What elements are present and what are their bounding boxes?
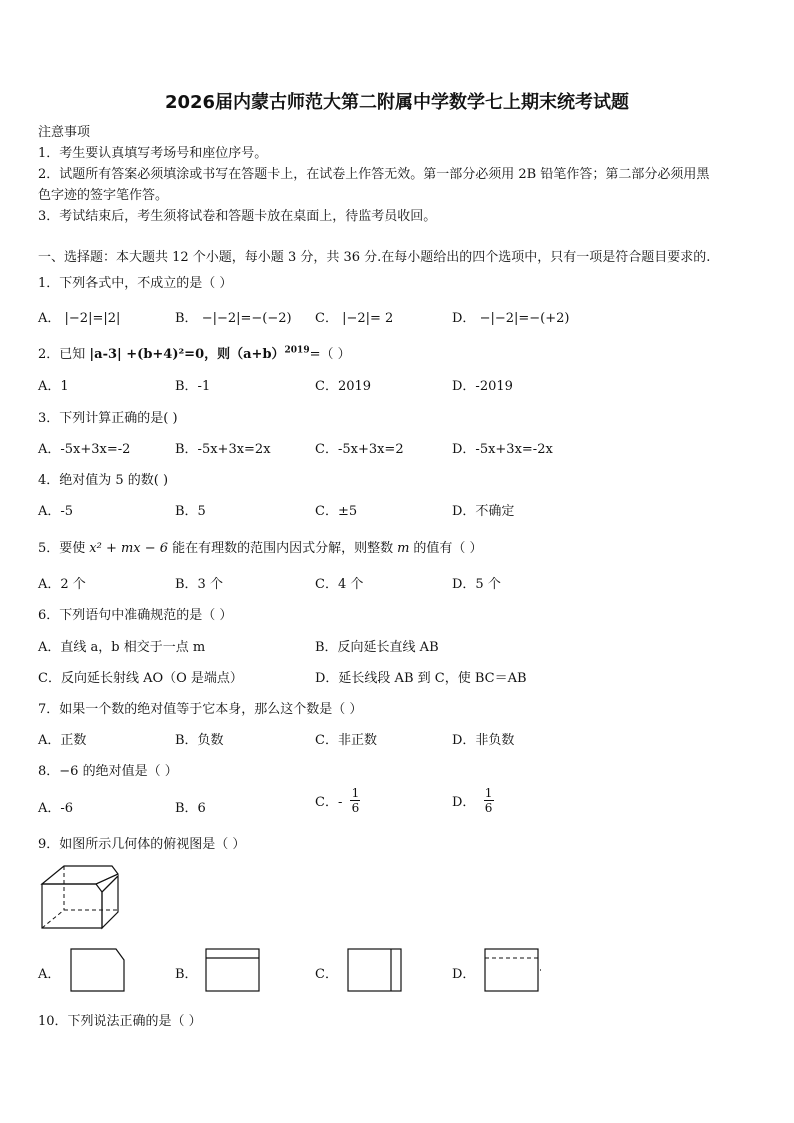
q5-option-a: A．2 个 bbox=[38, 577, 86, 592]
q8-option-c-label: C．- bbox=[315, 795, 343, 810]
q10-stem: 10．下列说法正确的是（ ） bbox=[38, 1014, 202, 1029]
q5-stem-a: 5．要使 bbox=[38, 541, 86, 556]
q2-stem-a: 2．已知 bbox=[38, 347, 86, 362]
q8-stem: 8．−6 的绝对值是（ ） bbox=[38, 764, 178, 779]
q1-option-d-expr: −|−2|=−(+2) bbox=[479, 311, 570, 326]
solid-front-face bbox=[42, 884, 102, 928]
q4-stem: 4．绝对值为 5 的数( ) bbox=[38, 473, 169, 488]
q3-option-b: B．-5x+3x=2x bbox=[175, 442, 271, 457]
page-title: 2026届内蒙古师范大第二附属中学数学七上期末统考试题 bbox=[164, 92, 630, 113]
notice-item-3: 3．考试结束后，考生须将试卷和答题卡放在桌面上，待监考员收回。 bbox=[38, 209, 437, 224]
q3-stem: 3．下列计算正确的是( ) bbox=[38, 411, 178, 426]
q8-option-d-fraction bbox=[484, 786, 494, 815]
q1-option-c-label: C． bbox=[315, 311, 338, 326]
q4-option-c: C．±5 bbox=[315, 504, 358, 519]
q1-option-a-expr: |−2|=|2| bbox=[64, 311, 121, 326]
q4-option-a: A．-5 bbox=[38, 504, 74, 519]
q1-option-b-expr: −|−2|=−(−2) bbox=[201, 311, 292, 326]
solid-right-face bbox=[102, 876, 118, 928]
top-view-a bbox=[71, 949, 124, 991]
q7-option-c: C．非正数 bbox=[315, 733, 377, 748]
q9-option-d-label: D． bbox=[452, 967, 476, 982]
q9-option-d-figure bbox=[484, 948, 544, 992]
q8-option-d-denominator: 6 bbox=[484, 801, 493, 815]
solid-hidden-edge bbox=[42, 910, 64, 928]
q7-option-b: B．负数 bbox=[175, 733, 224, 748]
q9-option-c-figure bbox=[347, 948, 403, 992]
notice-item-2: 2．试题所有答案必须填涂或书写在答题卡上，在试卷上作答无效。第一部分必须用 2B 铅笔作答；第二部分必须用黑 bbox=[38, 167, 710, 182]
q5-stem-c: 的值有（ ） bbox=[413, 541, 483, 556]
q4-option-d: D．不确定 bbox=[452, 504, 515, 519]
q8-option-d bbox=[452, 786, 494, 815]
q6-option-a: A．直线 a，b 相交于一点 m bbox=[38, 640, 206, 655]
q5-option-d: D．5 个 bbox=[452, 577, 501, 592]
q2-option-a: A．1 bbox=[38, 379, 69, 394]
q9-option-b-figure bbox=[205, 948, 261, 992]
q1-stem: 1．下列各式中，不成立的是（ ） bbox=[38, 276, 233, 291]
q7-stem: 7．如果一个数的绝对值等于它本身，那么这个数是（ ） bbox=[38, 702, 363, 717]
q9-option-a-figure bbox=[70, 948, 126, 992]
q2-option-b: B．-1 bbox=[175, 379, 211, 394]
q8-option-c bbox=[315, 786, 360, 815]
q4-option-b: B．5 bbox=[175, 504, 206, 519]
q5-stem-expr: x² + mx − 6 bbox=[89, 541, 169, 556]
notice-heading: 注意事项 bbox=[38, 125, 91, 140]
q8-option-d-label: D． bbox=[452, 795, 476, 810]
top-view-b bbox=[206, 949, 259, 991]
q2-stem-exp: 2019 bbox=[284, 345, 310, 356]
q8-option-b: B．6 bbox=[175, 801, 206, 816]
q9-option-c-label: C． bbox=[315, 967, 338, 982]
q1-option-c-expr: |−2|= 2 bbox=[342, 311, 394, 326]
q3-option-a: A．-5x+3x=-2 bbox=[38, 442, 131, 457]
q5-stem-b: 能在有理数的范围内因式分解，则整数 bbox=[172, 541, 394, 556]
q7-option-d: D．非负数 bbox=[452, 733, 515, 748]
notice-item-1: 1．考生要认真填写考场号和座位序号。 bbox=[38, 146, 268, 161]
q2-option-c: C．2019 bbox=[315, 379, 372, 394]
q8-option-c-denominator: 6 bbox=[351, 801, 360, 815]
notice-item-2-cont: 色字迹的签字笔作答。 bbox=[38, 188, 169, 203]
q5-stem bbox=[38, 537, 483, 556]
solid-top-face bbox=[42, 866, 118, 884]
top-view-d bbox=[485, 949, 538, 991]
q6-option-b: B．反向延长直线 AB bbox=[315, 640, 439, 655]
q1-option-b bbox=[175, 307, 292, 326]
q2-stem-b: |a-3| +(b+4)²=0，则（a+b） bbox=[89, 347, 285, 362]
top-view-c bbox=[348, 949, 401, 991]
q2-stem bbox=[38, 343, 351, 362]
q5-option-c: C．4 个 bbox=[315, 577, 364, 592]
q6-stem: 6．下列语句中准确规范的是（ ） bbox=[38, 608, 233, 623]
q9-solid-figure bbox=[38, 862, 122, 932]
q2-option-d: D．-2019 bbox=[452, 379, 513, 394]
q5-option-b: B．3 个 bbox=[175, 577, 223, 592]
q6-option-d: D．延长线段 AB 到 C，使 BC＝AB bbox=[315, 671, 527, 686]
q8-option-a: A．-6 bbox=[38, 801, 74, 816]
q5-stem-m: m bbox=[397, 541, 410, 556]
q2-stem-c: =（ ） bbox=[309, 347, 351, 362]
q7-option-a: A．正数 bbox=[38, 733, 87, 748]
q6-option-c: C．反向延长射线 AO（O 是端点） bbox=[38, 671, 243, 686]
q1-option-c bbox=[315, 307, 393, 326]
q8-option-c-fraction bbox=[350, 786, 360, 815]
q1-option-a bbox=[38, 307, 120, 326]
q3-option-d: D．-5x+3x=-2x bbox=[452, 442, 553, 457]
q3-option-c: C．-5x+3x=2 bbox=[315, 442, 404, 457]
q1-option-d bbox=[452, 307, 570, 326]
q9-option-b-label: B． bbox=[175, 967, 198, 982]
q9-stem: 9．如图所示几何体的俯视图是（ ） bbox=[38, 837, 246, 852]
section-heading: 一、选择题：本大题共 12 个小题，每小题 3 分，共 36 分.在每小题给出的四个选项中，只有一项是符合题目要求的. bbox=[38, 250, 711, 265]
q8-option-d-numerator: 1 bbox=[484, 786, 493, 800]
q1-option-b-label: B． bbox=[175, 311, 198, 326]
q1-option-a-label: A． bbox=[38, 311, 61, 326]
q9-option-a-label: A． bbox=[38, 967, 61, 982]
q1-option-d-label: D． bbox=[452, 311, 476, 326]
q8-option-c-numerator: 1 bbox=[351, 786, 360, 800]
